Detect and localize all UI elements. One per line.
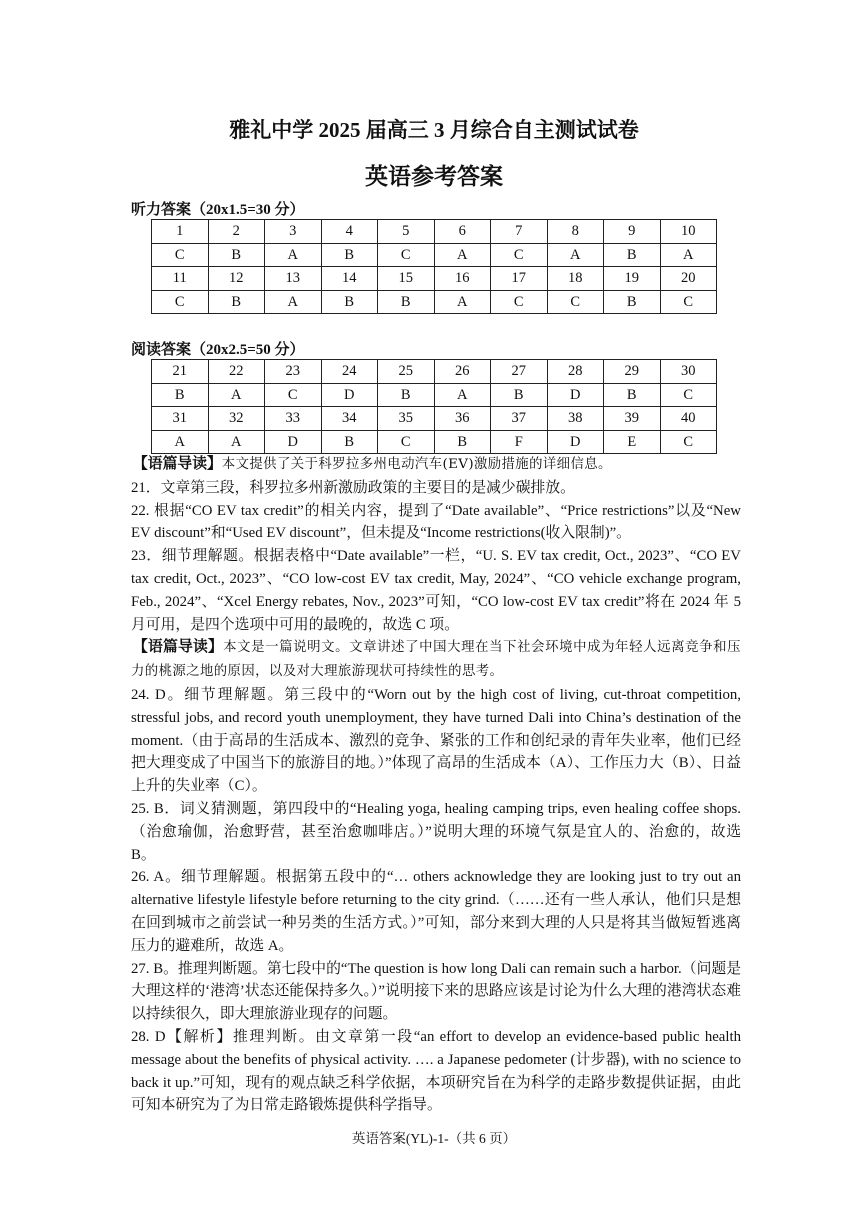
- answer-cell: C: [491, 290, 548, 314]
- question-number-cell: 17: [491, 267, 548, 291]
- answer-cell: B: [491, 383, 548, 407]
- guide-text: 本文提供了关于科罗拉多州电动汽车(EV)激励措施的详细信息。: [221, 457, 612, 472]
- reading-number-row: [152, 360, 717, 384]
- answer-cell: C: [547, 290, 604, 314]
- question-number-cell: 29: [604, 360, 661, 384]
- answer-cell: E: [604, 430, 661, 454]
- reading-heading: 阅读答案（20x2.5=50 分）: [131, 342, 305, 358]
- passage-guide-1: [131, 453, 741, 477]
- explanation-24: 24. D。细节理解题。第三段中的“Worn out by the high cost of living, cut-throat competition, stressful jobs, and record youth unemployment, they have turned Dali into China’s destination of the moment.（由于高昂的生活成本、激烈的竞争、紧张的工作和创纪录的青年失业率，他们已经把大理变成了中国当下的旅游目的地。）”体现了高昂的生活成本（A）、工作压力大（B）、日益上升的失业率（C）。: [131, 686, 741, 795]
- listening-answer-table: [151, 219, 717, 314]
- listening-answer-row: [152, 290, 717, 314]
- answer-cell: D: [547, 383, 604, 407]
- answer-cell: A: [152, 430, 209, 454]
- explanation-21: 21．文章第三段，科罗拉多州新激励政策的主要目的是减少碳排放。: [131, 479, 575, 496]
- answer-cell: B: [321, 290, 378, 314]
- question-number-cell: 3: [265, 220, 322, 244]
- answer-cell: B: [152, 383, 209, 407]
- question-number-cell: 38: [547, 407, 604, 431]
- answer-cell: C: [660, 383, 717, 407]
- answer-cell: B: [208, 243, 265, 267]
- answer-cell: B: [604, 383, 661, 407]
- answer-cell: D: [321, 383, 378, 407]
- listening-number-row: [152, 220, 717, 244]
- listening-answer-row: [152, 243, 717, 267]
- answer-cell: B: [604, 243, 661, 267]
- question-number-cell: 24: [321, 360, 378, 384]
- answer-cell: A: [208, 430, 265, 454]
- question-number-cell: 20: [660, 267, 717, 291]
- answer-cell: A: [265, 243, 322, 267]
- question-number-cell: 22: [208, 360, 265, 384]
- reading-answer-table: [151, 359, 717, 454]
- question-number-cell: 5: [378, 220, 435, 244]
- exam-title: 雅礼中学 2025 届高三 3 月综合自主测试试卷: [229, 118, 639, 142]
- question-number-cell: 27: [491, 360, 548, 384]
- question-number-cell: 31: [152, 407, 209, 431]
- answer-cell: A: [434, 243, 491, 267]
- answer-cell: A: [547, 243, 604, 267]
- answer-cell: B: [321, 430, 378, 454]
- question-number-cell: 28: [547, 360, 604, 384]
- question-number-cell: 10: [660, 220, 717, 244]
- answer-cell: A: [208, 383, 265, 407]
- question-number-cell: 8: [547, 220, 604, 244]
- question-number-cell: 36: [434, 407, 491, 431]
- answer-cell: B: [604, 290, 661, 314]
- explanation-26: 26. A。细节理解题。根据第五段中的“… others acknowledge they are looking just to try out an alternative lifestyle lifestyle before returning to the city grind.（……还有一些人承认，他们只是想在回到城市之前尝试一种另类的生活方式。）”可知，部分来到大理的人只是将其当做短暂逃离压力的避难所，故选 A。: [131, 869, 741, 954]
- page-footer: 英语答案(YL)-1-（共 6 页）: [351, 1131, 517, 1146]
- explanation-27: 27. B。推理判断题。第七段中的“The question is how long Dali can remain such a harbor.（问题是大理这样的‘港湾’状态还能保持多久。）”说明接下来的思路应该是讨论为什么大理的港湾状态难以持续很久，即大理旅游业现存的问题。: [131, 960, 741, 1023]
- question-number-cell: 16: [434, 267, 491, 291]
- reading-number-row: [152, 407, 717, 431]
- answer-cell: C: [378, 430, 435, 454]
- explanation-23: 23．细节理解题。根据表格中“Date available”一栏，“U. S. EV tax credit, Oct., 2023”、“CO EV tax credit, Oct., 2023”、“CO low-cost EV tax credit, May, 2024”、“CO vehicle exchange program, Feb., 2024”、“Xcel Energy rebates, Nov., 2023”可知，“CO low-cost EV tax credit”将在 2024 年 5 月可用，是四个选项中可用的最晚的，故选 C 项。: [131, 548, 741, 633]
- reading-answer-row: [152, 383, 717, 407]
- answer-cell: D: [547, 430, 604, 454]
- guide-text: 本文是一篇说明文。文章讲述了中国大理在当下社会环境中成为年轻人远离竞争和压力的桃源之地的原因，以及对大理旅游现状可持续性的思考。: [131, 640, 741, 680]
- answer-cell: A: [434, 383, 491, 407]
- answer-cell: B: [378, 290, 435, 314]
- answer-cell: C: [378, 243, 435, 267]
- answer-cell: A: [265, 290, 322, 314]
- question-number-cell: 6: [434, 220, 491, 244]
- guide-label: 【语篇导读】: [133, 456, 222, 472]
- explanations: [131, 453, 741, 1117]
- listening-number-row: [152, 267, 717, 291]
- question-number-cell: 26: [434, 360, 491, 384]
- answer-key-title: 英语参考答案: [365, 164, 503, 189]
- question-number-cell: 35: [378, 407, 435, 431]
- question-number-cell: 4: [321, 220, 378, 244]
- question-number-cell: 11: [152, 267, 209, 291]
- answer-cell: C: [152, 290, 209, 314]
- answer-cell: C: [152, 243, 209, 267]
- question-number-cell: 7: [491, 220, 548, 244]
- answer-cell: C: [265, 383, 322, 407]
- listening-heading: 听力答案（20x1.5=30 分）: [131, 202, 305, 218]
- answer-cell: B: [434, 430, 491, 454]
- question-number-cell: 9: [604, 220, 661, 244]
- question-number-cell: 19: [604, 267, 661, 291]
- explanation-22: 22. 根据“CO EV tax credit”的相关内容，提到了“Date available”、“Price restrictions”以及“New EV discount”和“Used EV discount”，但未提及“Income restrictions(收入限制)”。: [131, 502, 741, 542]
- question-number-cell: 40: [660, 407, 717, 431]
- question-number-cell: 14: [321, 267, 378, 291]
- answer-cell: B: [378, 383, 435, 407]
- question-number-cell: 30: [660, 360, 717, 384]
- answer-cell: B: [208, 290, 265, 314]
- explanation-25: 25. B．词义猜测题，第四段中的“Healing yoga, healing camping trips, even healing coffee shops.（治愈瑜伽，治愈野营，甚至治愈咖啡店。）”说明大理的环境气氛是宜人的、治愈的，故选 B。: [131, 800, 741, 863]
- answer-cell: C: [660, 290, 717, 314]
- answer-cell: B: [321, 243, 378, 267]
- question-number-cell: 32: [208, 407, 265, 431]
- question-number-cell: 13: [265, 267, 322, 291]
- question-number-cell: 37: [491, 407, 548, 431]
- explanation-28: 28. D【解析】推理判断。由文章第一段“an effort to develop an evidence-based public health message about the benefits of physical activity. …. a Japanese pedometer (计步器), with no science to back it up.”可知，现有的观点缺乏科学依据，本项研究旨在为科学的走路步数提供证据，由此可知本研究为了为日常走路锻炼提供科学指导。: [131, 1028, 741, 1114]
- question-number-cell: 33: [265, 407, 322, 431]
- question-number-cell: 2: [208, 220, 265, 244]
- answer-cell: C: [660, 430, 717, 454]
- guide-label: 【语篇导读】: [133, 639, 224, 656]
- answer-cell: D: [265, 430, 322, 454]
- question-number-cell: 23: [265, 360, 322, 384]
- answer-cell: F: [491, 430, 548, 454]
- question-number-cell: 25: [378, 360, 435, 384]
- answer-cell: C: [491, 243, 548, 267]
- passage-guide-2: [131, 636, 741, 684]
- question-number-cell: 1: [152, 220, 209, 244]
- question-number-cell: 15: [378, 267, 435, 291]
- reading-answer-row: [152, 430, 717, 454]
- question-number-cell: 34: [321, 407, 378, 431]
- question-number-cell: 18: [547, 267, 604, 291]
- question-number-cell: 12: [208, 267, 265, 291]
- answer-cell: A: [660, 243, 717, 267]
- answer-cell: A: [434, 290, 491, 314]
- question-number-cell: 39: [604, 407, 661, 431]
- question-number-cell: 21: [152, 360, 209, 384]
